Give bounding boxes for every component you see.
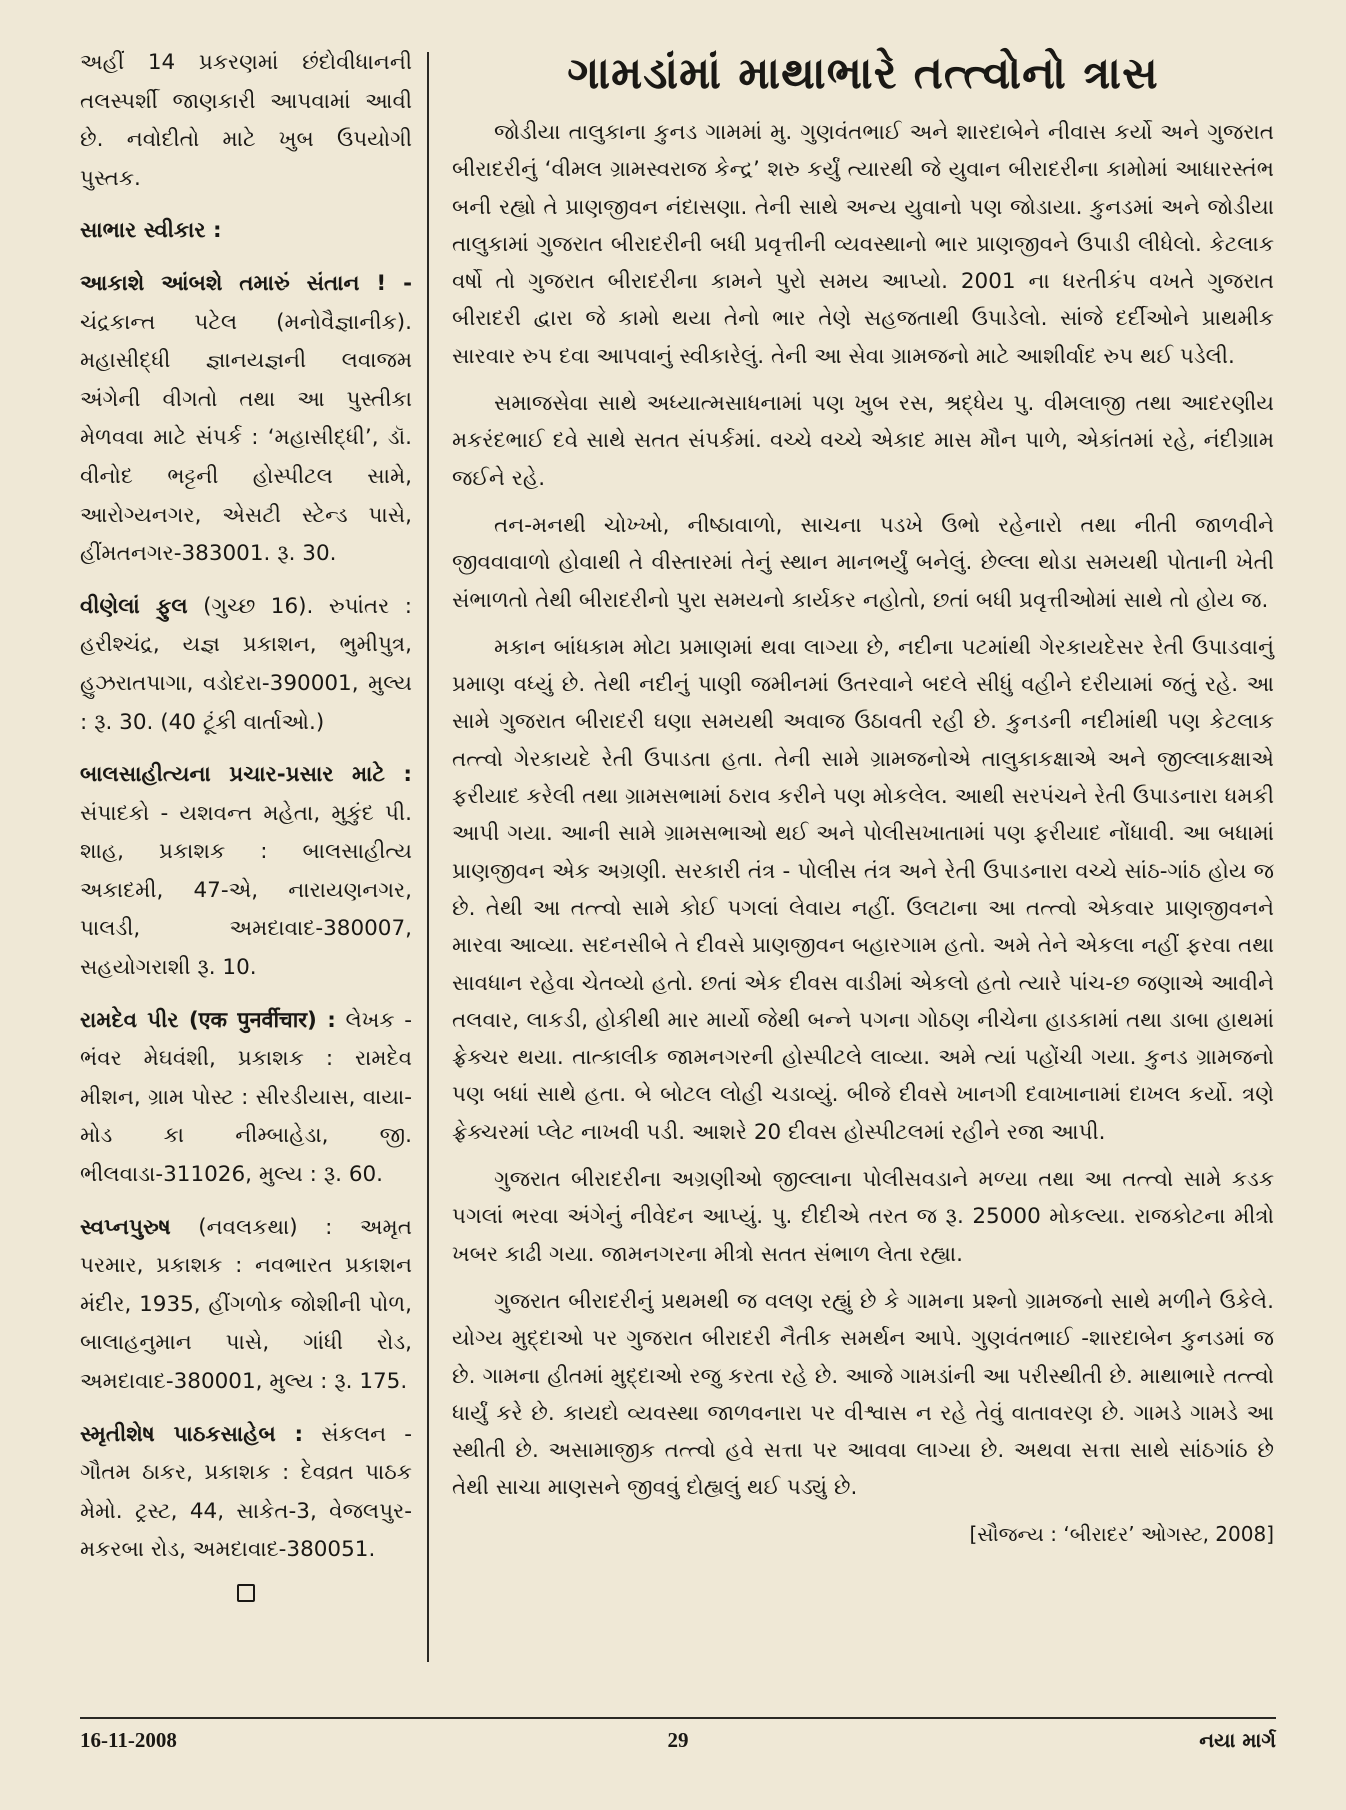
entry-title: સ્વપ્નપુરુષ: [80, 1214, 171, 1240]
entry-body: સંપાદકો - યશવન્ત મહેતા, મુકુંદ પી. શાહ, પ્રકાશક : બાલસાહીત્ય અકાદમી, 47-એ, નારાયણનગર, પાલડી, અમદાવાદ-380007, સહયોગરાશી રૂ. 10.: [80, 800, 412, 981]
article-paragraph: સમાજસેવા સાથે અધ્યાત્મસાધનામાં પણ ખુબ રસ, શ્રદ્ધેય પુ. વીમલાજી તથા આદરણીય મકરંદભાઈ દવે સાથે સતત સંપર્કમાં. વચ્ચે વચ્ચે એકાદ માસ મૌન પાળે, એકાંતમાં રહે, નંદીગ્રામ જઈને રહે.: [452, 391, 1274, 491]
article-paragraph: જોડીયા તાલુકાના કુનડ ગામમાં મુ. ગુણવંતભાઈ અને શારદાબેને નીવાસ કર્યો અને ગુજરાત બીરાદરીનું ‘વીમલ ગ્રામસ્વરાજ કેન્દ્ર’ શરુ કર્યું ત્યારથી જે યુવાન બીરાદરીના કામોમાં આધારસ્તંભ બની રહ્યો તે પ્રાણજીવન નંદાસણા. તેની સાથે અન્ય યુવાનો પણ જોડાયા. કુનડમાં અને જોડીયા તાલુકામાં ગુજરાત બીરાદરીની બધી પ્રવૃત્તીની વ્યવસ્થાનો ભાર પ્રાણજીવને ઉપાડી લીધેલો. કેટલાક વર્ષો તો ગુજરાત બીરાદરીના કામને પુરો સમય આપ્યો. 2001 ના ધરતીકંપ વખતે ગુજરાત બીરાદરી દ્વારા જે કામો થયા તેનો ભાર તેણે સહજતાથી ઉપાડેલો. સાંજે દર્દીઓને પ્રાથમીક સારવાર રુપ દવા આપવાનું સ્વીકારેલું. તેની આ સેવા ગ્રામજનો માટે આશીર્વાદ રુપ થઈ પડેલી.: [452, 120, 1274, 369]
entry-title: બાલસાહીત્યના પ્રચાર-પ્રસાર માટે :: [80, 762, 412, 788]
column-divider: [427, 52, 429, 1662]
book-entry: [80, 1416, 412, 1570]
page-number: 29: [667, 1728, 689, 1752]
article-credit: [સૌજન્ય : ‘બીરાદર’ ઓગસ્ટ, 2008]: [969, 1521, 1274, 1546]
section-heading: સાભાર સ્વીકાર :: [80, 218, 222, 244]
book-entry: [80, 756, 412, 988]
page-footer: [80, 1722, 1276, 1758]
book-entry: [80, 1209, 412, 1402]
article-paragraph: તન-મનથી ચોખ્ખો, નીષ્ઠાવાળો, સાચના પડખે ઉભો રહેનારો તથા નીતી જાળવીને જીવવાવાળો હોવાથી તે વીસ્તારમાં તેનું સ્થાન માનભર્યું બનેલું. છેલ્લા થોડા સમયથી પોતાની ખેતી સંભાળતો તેથી બીરાદરીનો પુરા સમયનો કાર્યકર નહોતો, છતાં બધી પ્રવૃત્તીઓમાં સાથે તો હોય જ.: [452, 512, 1274, 613]
article-paragraph: ગુજરાત બીરાદરીનું પ્રથમથી જ વલણ રહ્યું છે કે ગામના પ્રશ્નો ગ્રામજનો સાથે મળીને ઉકેલે. યોગ્ય મુદ્દાઓ પર ગુજરાત બીરાદરી નૈતીક સમર્થન આપે. ગુણવંતભાઈ -શારદાબેન કુનડમાં જ છે. ગામના હીતમાં મુદ્દાઓ રજુ કરતા રહે છે. આજે ગામડાંની આ પરીસ્થીતી છે. માથાભારે તત્ત્વો ધાર્યું કરે છે. કાયદો વ્યવસ્થા જાળવનારા પર વીશ્વાસ ન રહે તેવું વાતાવરણ છે. ગામડે ગામડે આ સ્થીતી છે. અસામાજીક તત્ત્વો હવે સત્તા પર આવવા લાગ્યા છે. અથવા સત્તા સાથે સાંઠગાંઠ છે તેથી સાચા માણસને જીવવું દોહ્યલું થઈ પડ્યું છે.: [452, 1288, 1274, 1501]
book-entry: [80, 265, 412, 574]
article-paragraph: ગુજરાત બીરાદરીના અગ્રણીઓ જીલ્લાના પોલીસવડાને મળ્યા તથા આ તત્ત્વો સામે કડક પગલાં ભરવા અંગેનું નીવેદન આપ્યું. પુ. દીદીએ તરત જ રૂ. 25000 મોકલ્યા. રાજકોટના મીત્રો ખબર કાઢી ગયા. જામનગરના મીત્રો સતત સંભાળ લેતા રહ્યા.: [452, 1167, 1274, 1267]
entry-body: લેખક - ભંવર મેઘવંશી, પ્રકાશક : રામદેવ મીશન, ગ્રામ પોસ્ટ : સીરડીયાસ, વાયા-મોડ કા નીમ્બાહેડા, જી. ભીલવાડા-311026, મુલ્ય : રૂ. 60.: [80, 1007, 412, 1188]
entry-title: રામદેવ પીર (एक पुनर्वीचार) :: [80, 1007, 336, 1033]
entry-title: વીણેલાં ફુલ: [80, 593, 188, 619]
entry-body: ચંદ્રકાન્ત પટેલ (મનોવૈજ્ઞાનીક). મહાસીદ્ધી જ્ઞાનયજ્ઞની લવાજમ અંગેની વીગતો તથા આ પુસ્તીકા મેળવવા માટે સંપર્ક : ‘મહાસીદ્ધી’, ડૉ. વીનોદ ભટ્ટની હોસ્પીટલ સામે, આરોગ્યનગર, એસટી સ્ટેન્ડ પાસે, હીંમતનગર-383001. રૂ. 30.: [80, 309, 412, 567]
entry-body: (નવલકથા) : અમૃત પરમાર, પ્રકાશક : નવભારત પ્રકાશન મંદીર, 1935, હીંગળોક જોશીની પોળ, બાલાહનુમાન પાસે, ગાંધી રોડ, અમદાવાદ-380001, મુલ્ય : રૂ. 175.: [80, 1214, 412, 1394]
entry-title: સ્મૃતીશેષ પાઠકસાહેબ :: [80, 1421, 304, 1447]
intro-text: અહીં 14 પ્રકરણમાં છંદોવીધાનની તલસ્પર્શી જાણકારી આપવામાં આવી છે. નવોદીતો માટે ખુબ ઉપયોગી પુસ્તક.: [80, 50, 412, 191]
footer-rule: [80, 1717, 1276, 1719]
article: [452, 44, 1274, 1551]
magazine-name: નયા માર્ગ: [1199, 1728, 1276, 1752]
book-entry: [80, 588, 412, 742]
left-column: [80, 44, 412, 1602]
book-entry: [80, 1002, 412, 1195]
article-headline: ગામડાંમાં માથાભારે તત્ત્વોનો ત્રાસ: [567, 48, 1159, 99]
entry-title: આકાશે આંબશે તમારું સંતાન ! -: [80, 270, 412, 296]
issue-date: 16-11-2008: [80, 1728, 177, 1752]
entry-body: સંકલન - ગૌતમ ઠાકર, પ્રકાશક : દેવવ્રત પાઠક મેમો. ટ્રસ્ટ, 44, સાકેત-3, વેજલપુર-મકરબા રોડ, અમદાવાદ-380051.: [80, 1421, 412, 1563]
end-square-icon: [237, 1584, 255, 1602]
article-paragraph: મકાન બાંધકામ મોટા પ્રમાણમાં થવા લાગ્યા છે, નદીના પટમાંથી ગેરકાયદેસર રેતી ઉપાડવાનું પ્રમાણ વધ્યું છે. તેથી નદીનું પાણી જમીનમાં ઉતરવાને બદલે સીધું વહીને દરીયામાં જતું રહે. આ સામે ગુજરાત બીરાદરી ઘણા સમયથી અવાજ ઉઠાવતી રહી છે. કુનડની નદીમાંથી પણ કેટલાક તત્ત્વો ગેરકાયદે રેતી ઉપાડતા હતા. તેની સામે ગ્રામજનોએ તાલુકાકક્ષાએ અને જીલ્લાકક્ષાએ ફરીયાદ કરેલી તથા ગ્રામસભામાં ઠરાવ કરીને પણ મોકલેલ. આથી સરપંચને રેતી ઉપાડનારા ધમકી આપી ગયા. આની સામે ગ્રામસભાઓ થઈ અને પોલીસખાતામાં પણ ફરીયાદ નોંધાવી. આ બધામાં પ્રાણજીવન એક અગ્રણી. સરકારી તંત્ર - પોલીસ તંત્ર અને રેતી ઉપાડનારા વચ્ચે સાંઠ-ગાંઠ હોય જ છે. તેથી આ તત્ત્વો સામે કોઈ પગલાં લેવાય નહીં. ઉલટાના આ તત્ત્વો એકવાર પ્રાણજીવનને મારવા આવ્યા. સદનસીબે તે દીવસે પ્રાણજીવન બહારગામ હતો. અમે તેને એકલા નહીં ફરવા તથા સાવધાન રહેવા ચેતવ્યો હતો. છતાં એક દીવસ વાડીમાં એકલો હતો ત્યારે પાંચ-છ જણાએ આવીને તલવાર, લાકડી, હોકીથી માર માર્યો જેથી બન્ને પગના ગોઠણ નીચેના હાડકામાં તથા ડાબા હાથમાં ફ્રેક્ચર થયા. તાત્કાલીક જામનગરની હોસ્પીટલે લાવ્યા. અમે ત્યાં પહોંચી ગયા. કુનડ ગ્રામજનો પણ બધાં સાથે હતા. બે બોટલ લોહી ચડાવ્યું. બીજે દીવસે ખાનગી દવાખાનામાં દાખલ કર્યો. ત્રણે ફ્રેક્ચરમાં પ્લેટ નાખવી પડી. આશરે 20 દીવસ હોસ્પીટલમાં રહીને રજા આપી.: [452, 634, 1274, 1145]
entry-body: (ગુચ્છ 16). રુપાંતર : હરીશ્ચંદ્ર, યજ્ઞ પ્રકાશન, ભુમીપુત્ર, હુઝરાતપાગા, વડોદરા-390001, મુલ્ય : રૂ. 30. (40 ટૂંકી વાર્તાઓ.): [80, 593, 412, 735]
